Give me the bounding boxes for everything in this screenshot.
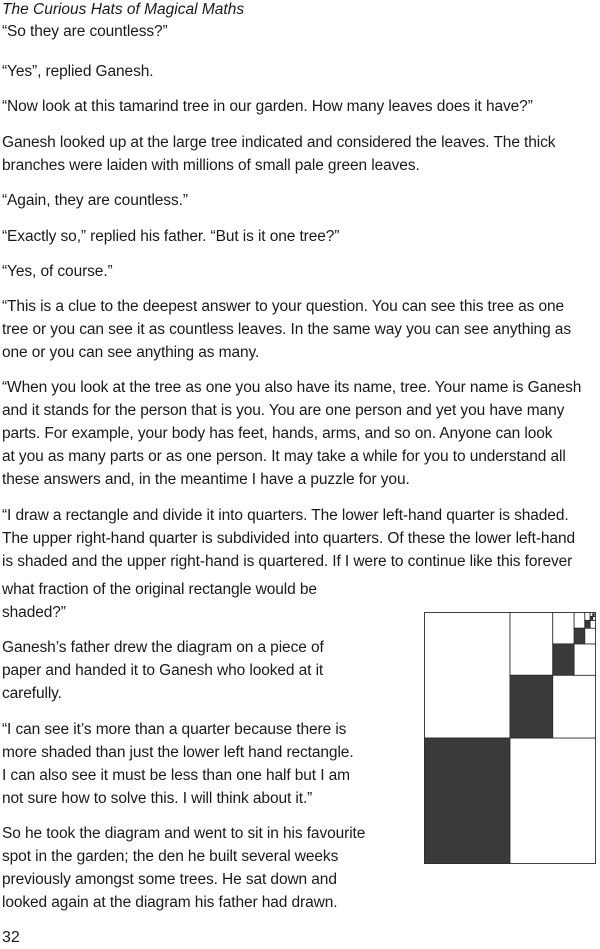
diagram-quarter-shaded (510, 675, 553, 738)
text-line: more shaded than just the lower left hand rectangle. (2, 744, 354, 761)
text-line: and it stands for the person that is you. You are one person and yet you have many (2, 402, 565, 419)
text-line: these answers and, in the meantime I have a puzzle for you. (2, 471, 410, 488)
text-line: shaded?” (2, 604, 66, 621)
text-line: “Yes, of course.” (2, 263, 113, 280)
text-line: what fraction of the original rectangle would be (2, 581, 317, 598)
text-line: “When you look at the tree as one you also have its name, tree. Your name is Ganesh (2, 379, 582, 396)
text-line: branches were laiden with millions of small pale green leaves. (2, 157, 420, 174)
text-line: is shaded and the upper right-hand is quartered. If I were to continue like this forever (2, 553, 573, 570)
diagram-quarter-upper-left (590, 613, 593, 617)
text-line: parts. For example, your body has feet, hands, arms, and so on. Anyone can look (2, 425, 553, 442)
text-line: “Exactly so,” replied his father. “But is it one tree?” (2, 228, 340, 245)
text-line: paper and handed it to Ganesh who looked at it (2, 662, 324, 679)
diagram-quarter-upper-left (510, 613, 553, 676)
text-line: “This is a clue to the deepest answer to your question. You can see this tree as one (2, 298, 565, 315)
diagram-quarter-lower-right (593, 616, 596, 620)
text-line: one or you can see anything as many. (2, 344, 260, 361)
text-line: Ganesh’s father drew the diagram on a piece of (2, 639, 324, 656)
diagram-quarter-lower-right (553, 675, 596, 738)
text-line: previously amongst some trees. He sat down and (2, 871, 337, 888)
text-line: carefully. (2, 685, 62, 702)
text-line: “Now look at this tamarind tree in our garden. How many leaves does it have?” (2, 98, 533, 115)
text-line: So he took the diagram and went to sit in his favourite (2, 825, 366, 842)
text-line: “Again, they are countless.” (2, 192, 188, 209)
diagram-quarter-upper-left (553, 613, 574, 644)
diagram-quarter-upper-right (594, 613, 595, 615)
text-line: “I can see it’s more than a quarter because there is (2, 721, 347, 738)
diagram-quarter-upper-left (425, 613, 511, 739)
text-line: looked again at the diagram his father had drawn. (2, 894, 338, 911)
diagram-quarter-lower-right (590, 620, 595, 628)
text-line: “Yes”, replied Ganesh. (2, 63, 154, 80)
diagram-canvas (424, 612, 596, 864)
diagram-quarter-shaded (574, 628, 585, 644)
running-header: The Curious Hats of Magical Maths (2, 1, 245, 18)
diagram-quarter-lower-right (585, 628, 596, 644)
text-line: “So they are countless?” (2, 23, 168, 40)
diagram-quarter-lower-right (574, 644, 595, 675)
text-line: “I draw a rectangle and divide it into quarters. The lower left-hand quarter is shaded. (2, 507, 569, 524)
diagram-quarter-shaded (590, 616, 593, 620)
page-number: 32 (2, 929, 20, 946)
text-line: at you as many parts or as one person. It may take a while for you to understand all (2, 448, 566, 465)
diagram-quarter-shaded (585, 620, 590, 628)
subdivided-rectangle-diagram (424, 612, 596, 864)
text-line: spot in the garden; the den he built several weeks (2, 848, 339, 865)
diagram-quarter-shaded (425, 738, 511, 864)
diagram-quarter-upper-left (585, 613, 590, 621)
text-line: tree or you can see it as countless leaves. In the same way you can see anything as (2, 321, 571, 338)
text-line: not sure how to solve this. I will think about it.” (2, 790, 313, 807)
text-line: Ganesh looked up at the large tree indicated and considered the leaves. The thick (2, 134, 556, 151)
diagram-quarter-lower-right (510, 738, 596, 864)
text-line: The upper right-hand quarter is subdivided into quarters. Of these the lower left-hand (2, 530, 575, 547)
text-line: I can also see it must be less than one half but I am (2, 767, 350, 784)
diagram-quarter-upper-left (574, 613, 585, 629)
diagram-quarter-shaded (553, 644, 574, 675)
